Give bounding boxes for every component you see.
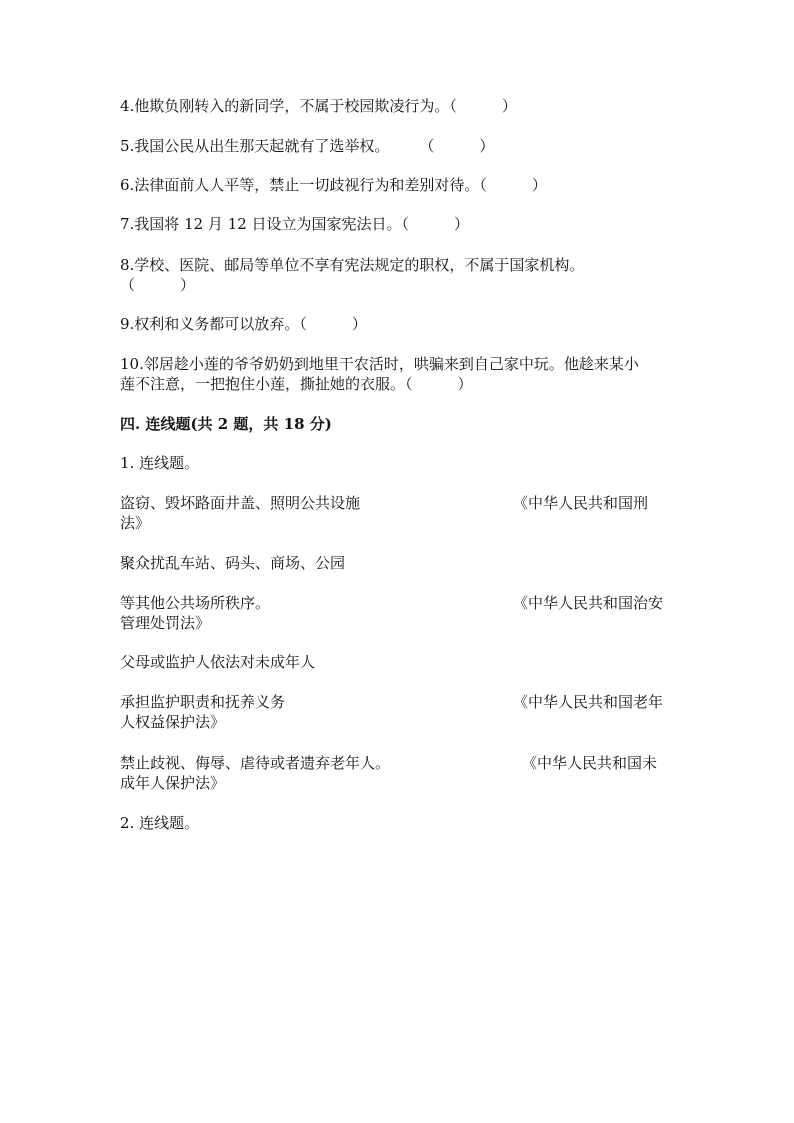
- match-left-item-d: 禁止歧视、侮辱、虐待或者遗弃老年人。: [120, 754, 391, 772]
- question-8-line-2: （ ）: [120, 276, 196, 294]
- match-right-item-4-line-2: 成年人保护法》: [120, 774, 226, 792]
- match-right-item-4-line-1: 《中华人民共和国未: [522, 754, 658, 772]
- question-10-line-2: 莲不注意，一把抱住小莲，撕扯她的衣服。（ ）: [120, 375, 473, 393]
- match-right-item-1-line-1: 《中华人民共和国刑: [513, 494, 649, 512]
- match-left-item-a: 盗窃、毁坏路面井盖、照明公共设施: [120, 494, 361, 512]
- match-left-item-c-line-2: 承担监护职责和抚养义务: [120, 693, 286, 711]
- match-right-item-2-line-1: 《中华人民共和国治安: [513, 594, 664, 612]
- question-6: 6.法律面前人人平等，禁止一切歧视行为和差别对待。（ ）: [120, 176, 547, 194]
- section-heading: 四. 连线题(共 2 题，共 18 分): [120, 415, 332, 433]
- matching-question-2-title: 2. 连线题。: [120, 814, 200, 832]
- question-4: 4.他欺负刚转入的新同学，不属于校园欺凌行为。（ ）: [120, 97, 517, 115]
- match-right-item-1-line-2: 法》: [120, 514, 151, 532]
- question-8-line-1: 8.学校、医院、邮局等单位不享有宪法规定的职权，不属于国家机构。: [120, 256, 585, 274]
- match-left-item-c-line-1: 父母或监护人依法对未成年人: [120, 653, 316, 671]
- question-5: 5.我国公民从出生那天起就有了选举权。 （ ）: [120, 137, 495, 155]
- match-right-item-2-line-2: 管理处罚法》: [120, 614, 211, 632]
- question-10-line-1: 10.邻居趁小莲的爷爷奶奶到地里干农活时，哄骗来到自己家中玩。他趁来某小: [120, 355, 639, 373]
- matching-question-1-title: 1. 连线题。: [120, 454, 200, 472]
- match-right-item-3-line-1: 《中华人民共和国老年: [513, 693, 664, 711]
- match-left-item-b-line-1: 聚众扰乱车站、码头、商场、公园: [120, 554, 346, 572]
- match-right-item-3-line-2: 人权益保护法》: [120, 713, 226, 731]
- question-9: 9.权利和义务都可以放弃。（ ）: [120, 315, 367, 333]
- question-7: 7.我国将 12 月 12 日设立为国家宪法日。（ ）: [120, 215, 470, 233]
- match-left-item-b-line-2: 等其他公共场所秩序。: [120, 594, 271, 612]
